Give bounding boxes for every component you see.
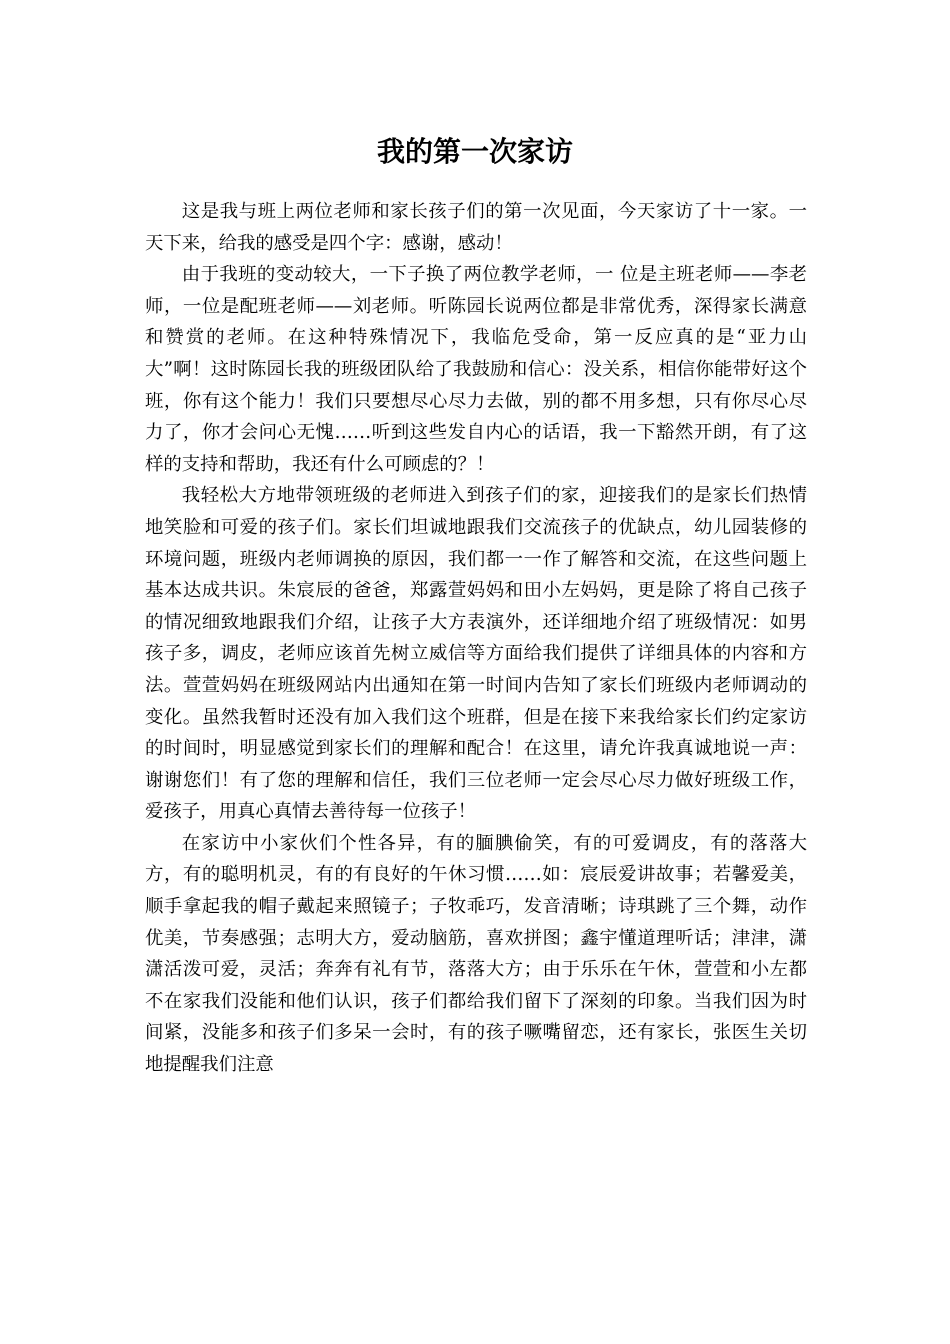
paragraph-4: 在家访中小家伙们个性各异，有的腼腆偷笑，有的可爱调皮，有的落落大方，有的聪明机灵，有的有良好的午休习惯……如：宸辰爱讲故事；若馨爱美，顺手拿起我的帽子戴起来照镜子；子牧乖巧，发音清晰；诗琪跳了三个舞，动作优美，节奏感强；志明大方，爱动脑筋，喜欢拼图；鑫宇懂道理听话；津津，潇潇活泼可爱，灵活；奔奔有礼有节，落落大方；由于乐乐在午休，萱萱和小左都不在家我们没能和他们认识，孩子们都给我们留下了深刻的印象。当我们因为时间紧，没能多和孩子们多呆一会时，有的孩子噘嘴留恋，还有家长，张医生关切地提醒我们注意 — [145, 832, 807, 1076]
paragraph-1: 这是我与班上两位老师和家长孩子们的第一次见面，今天家访了十一家。一天下来，给我的感受是四个字：感谢，感动！ — [145, 201, 807, 254]
paragraph-2: 由于我班的变动较大，一下子换了两位教学老师，一 位是主班老师——李老师，一位是配班老师——刘老师。听陈园长说两位都是非常优秀，深得家长满意和赞赏的老师。在这种特殊情况下，我临危受命，第一反应真的是“亚力山大”啊！这时陈园长我的班级团队给了我鼓励和信心：没关系，相信你能带好这个班，你有这个能力！我们只要想尽心尽力去做，别的都不用多想，只有你尽心尽力了，你才会问心无愧……听到这些发自内心的话语，我一下豁然开朗，有了这样的支持和帮助，我还有什么可顾虑的？！ — [145, 264, 807, 475]
document-body — [145, 196, 807, 1081]
paragraph-3: 我轻松大方地带领班级的老师进入到孩子们的家，迎接我们的是家长们热情地笑脸和可爱的孩子们。家长们坦诚地跟我们交流孩子的优缺点，幼儿园装修的环境问题，班级内老师调换的原因，我们都一一作了解答和交流，在这些问题上基本达成共识。朱宸辰的爸爸，郑露萱妈妈和田小左妈妈，更是除了将自己孩子的情况细致地跟我们介绍，让孩子大方表演外，还详细地介绍了班级情况：如男孩子多，调皮，老师应该首先树立威信等方面给我们提供了详细具体的内容和方法。萱萱妈妈在班级网站内出通知在第一时间内告知了家长们班级内老师调动的变化。虽然我暂时还没有加入我们这个班群，但是在接下来我给家长们约定家访的时间时，明显感觉到家长们的理解和配合！在这里，请允许我真诚地说一声：谢谢您们！有了您的理解和信任，我们三位老师一定会尽心尽力做好班级工作，爱孩子，用真心真情去善待每一位孩子！ — [145, 485, 807, 823]
document-title: 我的第一次家访 — [376, 135, 573, 168]
